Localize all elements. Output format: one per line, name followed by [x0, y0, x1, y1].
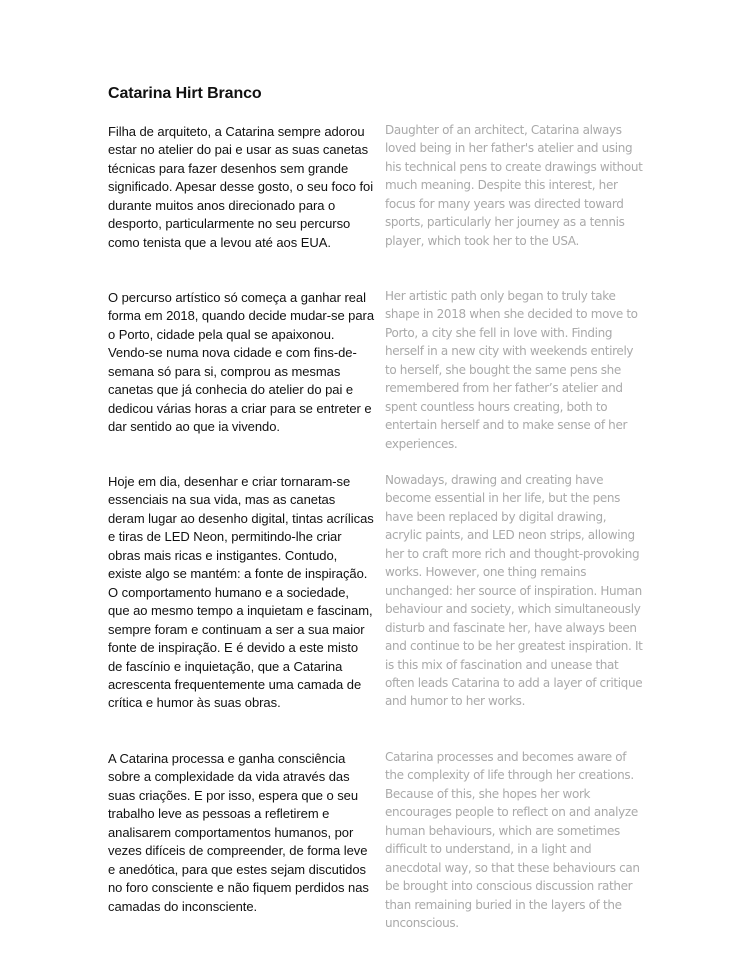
paragraph-pt-4: A Catarina processa e ganha consciência sobre a complexidade da vida através das suas criações. E por isso, espera que o seu trabalho leve as pessoas a refletirem e analisarem comportamentos humanos, por vezes difíceis de compreender, de forma leve e anedótica, para que estes sejam discutidos no foro consciente e não fiquem perdidos nas camadas do inconsciente.	[108, 751, 369, 914]
paragraph-pt-1: Filha de arquiteto, a Catarina sempre adorou estar no atelier do pai e usar as suas canetas técnicas para fazer desenhos sem grande significado. Apesar desse gosto, o seu foco foi durante muitos anos direcionado para o desporto, particularmente no seu percurso como tenista que a levou até aos EUA.	[108, 124, 374, 250]
paragraph-en-1: Daughter of an architect, Catarina always loved being in her father's atelier and using his technical pens to create drawings without much meaning. Despite this interest, her focus for many years was directed toward sports, particularly her journey as a tennis player, which took her to the USA.	[385, 123, 643, 248]
paragraph-pt-2: O percurso artístico só começa a ganhar real forma em 2018, quando decide mudar-se para o Porto, cidade pela qual se apaixonou. Vendo-se numa nova cidade e com fins-de-semana só para si, comprou as mesmas canetas que já conhecia do atelier do pai e dedicou várias horas a criar para se entreter e dar sentido ao que ia vivendo.	[108, 290, 375, 435]
paragraph-en-3: Nowadays, drawing and creating have become essential in her life, but the pens have been replaced by digital drawing, acrylic paints, and LED neon strips, allowing her to craft more rich and thought-provoking works. However, one thing remains unchanged: her source of inspiration. Human behaviour and society, which simultaneously disturb and fascinate her, have always been and continue to be her greatest inspiration. It is this mix of fascination and unease that often leads Catarina to add a layer of critique and humor to her works.	[385, 473, 643, 709]
paragraph-en-4: Catarina processes and becomes aware of the complexity of life through her creations. Because of this, she hopes her work encourages people to reflect on and analyze human behaviours, which are sometimes difficult to understand, in a light and anecdotal way, so that these behaviours can be brought into conscious discussion rather than remaining buried in the layers of the unconscious.	[385, 750, 640, 931]
document-title: Catarina Hirt Branco	[108, 85, 262, 102]
paragraph-en-2: Her artistic path only began to truly take shape in 2018 when she decided to move to Porto, a city she fell in love with. Finding herself in a new city with weekends entirely to herself, she bought the same pens she remembered from her father’s atelier and spent countless hours creating, both to entertain herself and to make sense of her experiences.	[385, 289, 638, 451]
paragraph-pt-3: Hoje em dia, desenhar e criar tornaram-se essenciais na sua vida, mas as canetas deram lugar ao desenho digital, tintas acrílicas e tiras de LED Neon, permitindo-lhe criar obras mais ricas e instigantes. Contudo, existe algo se mantém: a fonte de inspiração. O comportamento humano e a sociedade, que ao mesmo tempo a inquietam e fascinam, sempre foram e continuam a ser a sua maior fonte de inspiração. E é devido a este misto de fascínio e inquietação, que a Catarina acrescenta frequentemente uma camada de crítica e humor às suas obras.	[108, 474, 374, 711]
